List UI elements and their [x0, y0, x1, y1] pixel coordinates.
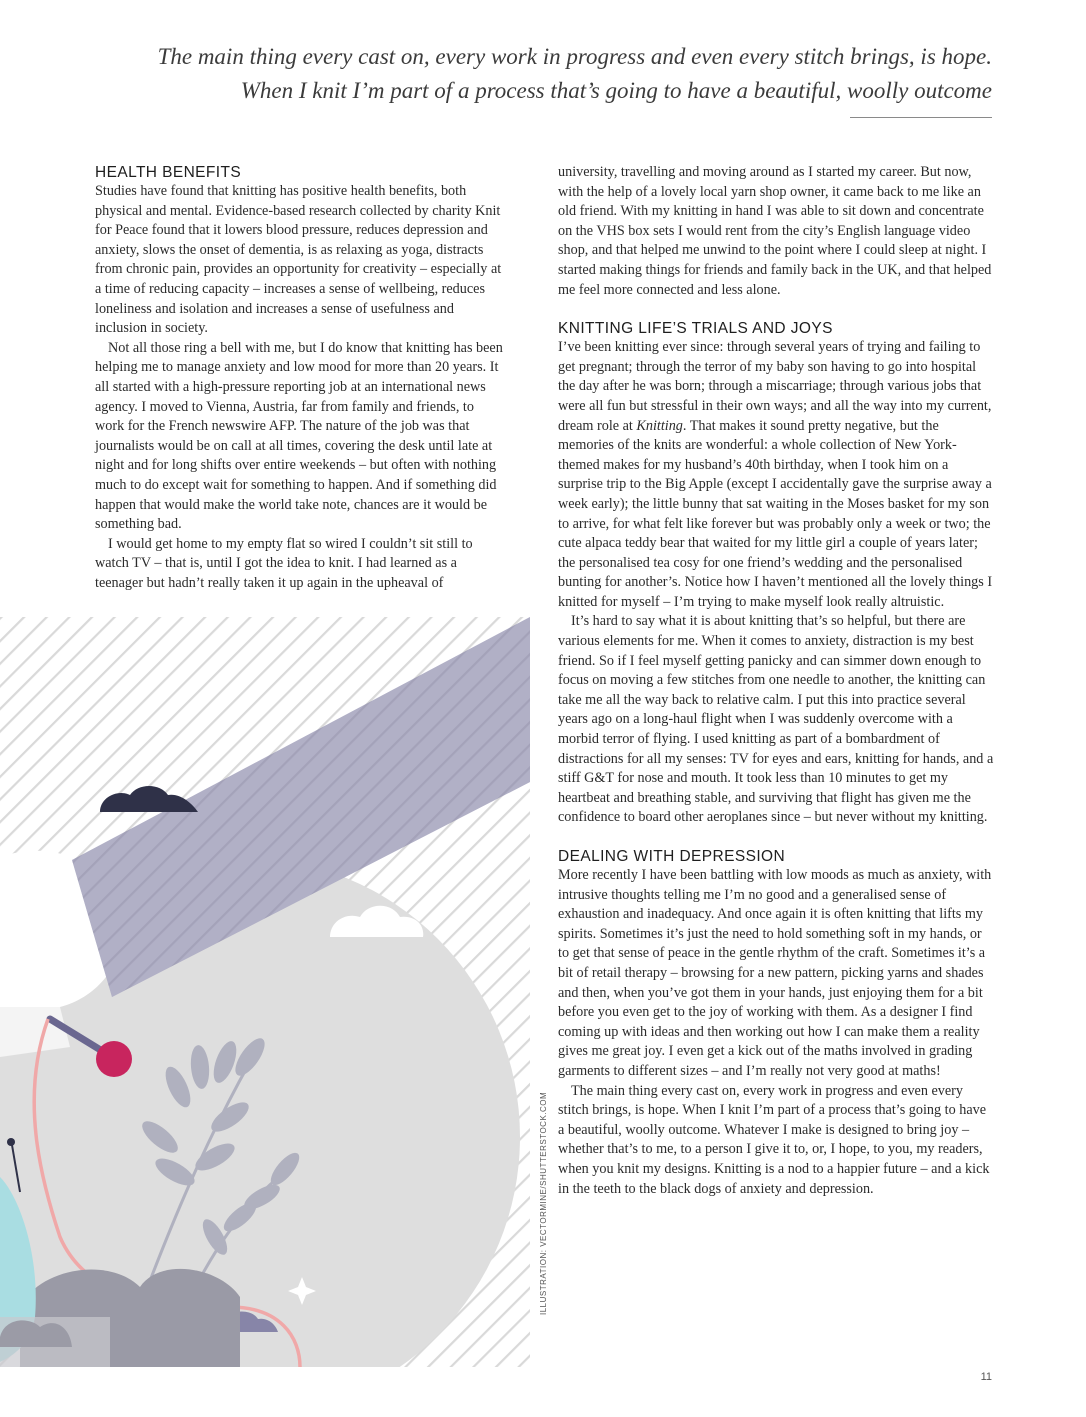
pull-quote-line-2: When I knit I’m part of a process that’s going to have a beautiful, woolly outcome [240, 78, 992, 103]
magazine-title: Knitting [636, 417, 683, 434]
trials-paragraph-1 [558, 338, 994, 612]
trials-text-b: . That makes it sound pretty negative, but the memories of the knits are wonderful: a whole collection of New York-themed makes for my husband’s 40th birthday, when I took him on a surprise trip to the Big Apple (except I accidentally gave the surprise away a week early); the little bunny that sat waiting in the Moses basket for my son to arrive, for what felt like forever but was probably only a week or two; the cute alpaca teddy bear that waited for my little girl a couple of years later; the personalised tea cosy for one friend’s wedding and the personalised bunting for another’s. Notice how I haven’t mentioned all the lovely things I knitted for myself – I’m trying to make myself look really altruistic. [558, 417, 993, 610]
health-paragraph-continued: university, travelling and moving around as I started my career. But now, with the help of a lovely local yarn shop owner, it came back to me like an old friend. With my knitting in hand I was able to sit down and concentrate on the VHS box sets I would rent from the city’s English language video shop, and that helped me unwind to the point where I could sleep at night. I started making things for friends and family back in the UK, and that helped me feel more connected and less alone. [558, 164, 992, 298]
illustration-credit: ILLUSTRATION: VECTORMINE/SHUTTERSTOCK.COM [539, 1091, 548, 1315]
pull-quote-rule [850, 117, 992, 118]
health-paragraph-1: Studies have found that knitting has positive health benefits, both physical and mental. Evidence-based research collected by charity Knit for Peace found that it lowers blood pressure, reduces depression and anxiety, slows the onset of dementia, is as relaxing as yoga, distracts from chronic pain, provides an opportunity for creativity – especially at a time of reducing capacity – increases a sense of wellbeing, reduces loneliness and isolation and increases a sense of usefulness and inclusion in society. [95, 183, 502, 337]
depression-paragraph-1: More recently I have been battling with low moods as much as anxiety, with intrusive thoughts telling me I’m no good and a generalised sense of exhaustion and inadequacy. And once again it is often knitting that lifts my spirits. Sometimes it’s just the need to hold something soft in my hands, or to get that sense of peace in the gentle rhythm of the craft. Sometimes it’s a bit of retail therapy – browsing for a new pattern, picking yarns and shades and then, when you’ve got them in your hands, just enjoying them for a bit before you even get to the joy of working with them. As a designer I find coming up with ideas and then working out how I can make them a reality gives me great joy. I even get a kick out of the maths involved in grading garments to different sizes – and I’m really not very good at maths! [558, 867, 992, 1079]
heading-dealing-with-depression: DEALING WITH DEPRESSION [558, 848, 786, 865]
left-column [95, 163, 505, 593]
knitting-illustration [0, 617, 530, 1367]
depression-paragraph-2: The main thing every cast on, every work in progress and even every stitch brings, is hope. When I knit I’m part of a process that’s going to have a beautiful, woolly outcome. Whatever I make is designed to bring joy – whether that’s to me, to a person I give it to, or, I hope, to you, my readers, when you knit my designs. Knitting is a nod to a happier future – and a kick in the teeth to the black dogs of anxiety and depression. [558, 1082, 990, 1197]
heading-trials-and-joys: KNITTING LIFE’S TRIALS AND JOYS [558, 320, 833, 338]
page-number: 11 [980, 1371, 992, 1383]
ground-grey-shape [0, 1317, 110, 1367]
antenna-dot [7, 1138, 15, 1146]
right-column [558, 163, 994, 1199]
trials-text-a: I’ve been knitting ever since: through several years of trying and failing to get pregnant; through the terror of my baby son having to go into hospital the day after he was born; through a miscarriage; through various jobs that were all fun but stressful in their own ways; and all the way into my current, dream role at [558, 339, 992, 434]
pull-quote [92, 40, 992, 108]
pull-quote-line-1: The main thing every cast on, every work in progress and even every stitch brings, is hope. [157, 44, 992, 69]
health-paragraph-2: Not all those ring a bell with me, but I do know that knitting has been helping me to manage anxiety and low mood for more than 20 years. It all started with a high-pressure reporting job at an international news agency. I moved to Vienna, Austria, far from family and friends, to work for the French newswire AFP. The nature of the job was that journalists would be on call at all times, covering the desk until late at night and for long shifts over entire weekends – but often with nothing much to do except wait for something to happen. And if something did happen that would make the world take note, chances are it would be something bad. [95, 339, 503, 533]
trials-paragraph-2: It’s hard to say what it is about knitting that’s so helpful, but there are various elements for me. When it comes to anxiety, distraction is my best friend. So if I feel myself getting panicky and can simmer down enough to focus on moving a few stitches from one needle to another, the knitting can take me all the way back to relative calm. I put this into practice several years ago on a long-haul flight when I was suddenly overcome with a morbid terror of flying. I used knitting as part of a bombardment of distractions for all my senses: TV for eyes and ears, knitting for hands, and a stiff G&T for nose and mouth. It took less than 10 minutes to get my heartbeat and breathing stable, and surviving that flight has given me the confidence to board other aeroplanes since – but never without my knitting. [558, 613, 994, 826]
heading-health-benefits: HEALTH BENEFITS [95, 164, 242, 181]
health-paragraph-3: I would get home to my empty flat so wired I couldn’t sit still to watch TV – that is, until I got the idea to knit. I had learned as a teenager but hadn’t really taken it up again in the upheaval of [95, 535, 473, 591]
needle-ball-tip [96, 1041, 132, 1077]
